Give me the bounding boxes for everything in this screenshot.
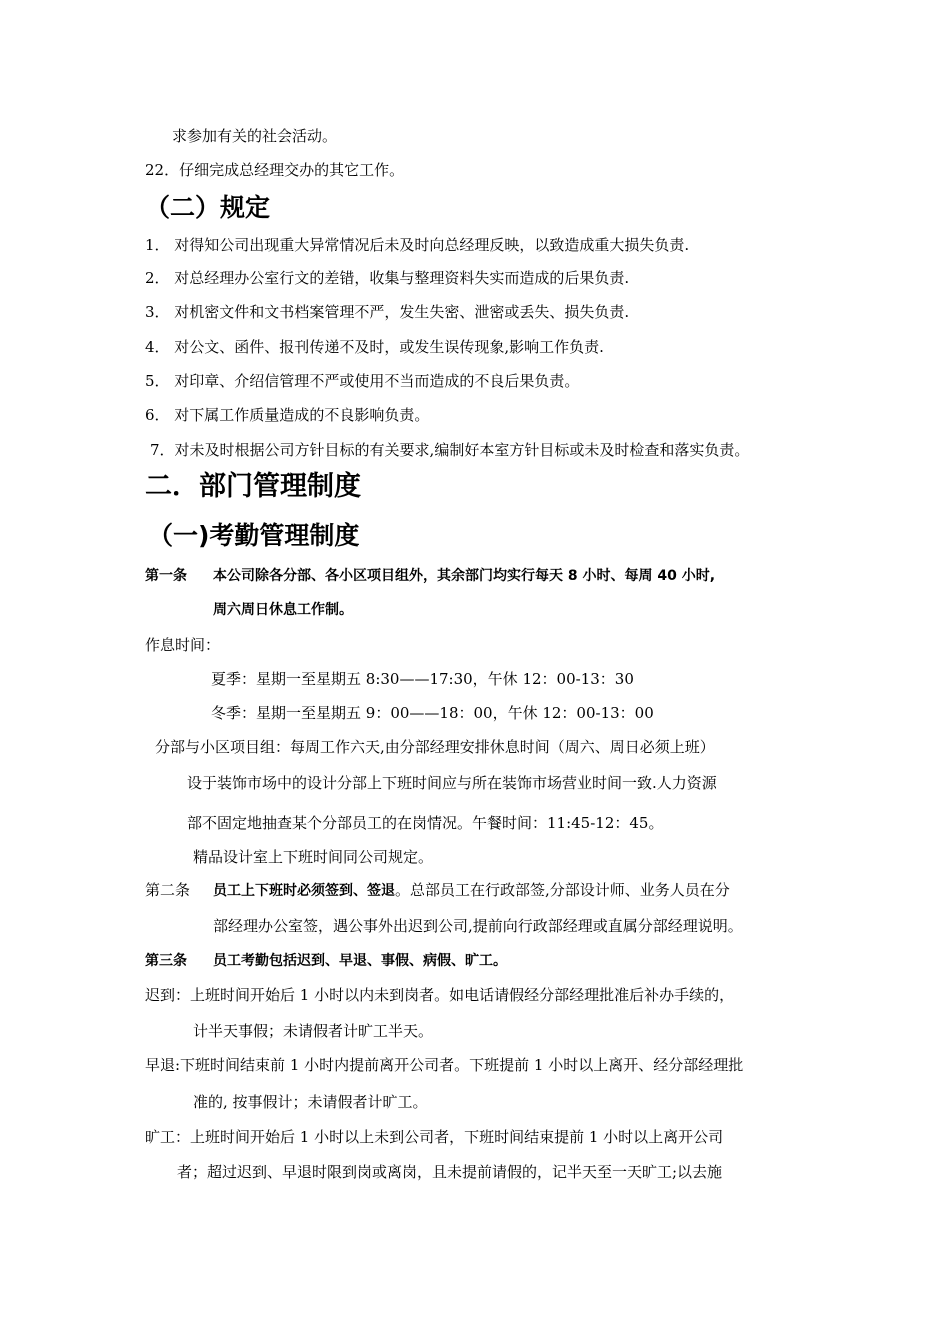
list-item: 1． 对得知公司出现重大异常情况后未及时向总经理反映，以致造成重大损失负责. [145, 236, 690, 254]
text-line: 求参加有关的社会活动。 [172, 127, 338, 145]
text-line: 作息时间： [145, 636, 221, 654]
text-line: 迟到：上班时间开始后 1 小时以内未到岗者。如电话请假经分部经理批准后补办手续的， [145, 986, 735, 1004]
article-3 [145, 951, 507, 971]
text-line: 分部与小区项目组：每周工作六天,由分部经理安排休息时间（周六、周日必须上班） [155, 738, 715, 756]
list-item: 5． 对印章、介绍信管理不严或使用不当而造成的不良后果负责。 [145, 372, 580, 390]
text-line: 设于装饰市场中的设计分部上下班时间应与所在装饰市场营业时间一致.人力资源 [187, 774, 717, 792]
text-line: 早退:下班时间结束前 1 小时内提前离开公司者。下班提前 1 小时以上离开、经分部经理批 [145, 1056, 744, 1074]
list-item: 4． 对公文、函件、报刊传递不及时，或发生误传现象,影响工作负责. [145, 338, 604, 356]
article-2 [145, 880, 730, 901]
text-line: 精品设计室上下班时间同公司规定。 [193, 848, 434, 866]
text-line: 冬季：星期一至星期五 9：00——18：00，午休 12：00-13：00 [211, 704, 654, 722]
article-label: 第一条 [145, 568, 187, 584]
list-item: 22．仔细完成总经理交办的其它工作。 [145, 161, 405, 179]
text-line: 部不固定地抽查某个分部员工的在岗情况。午餐时间：11:45-12：45。 [187, 814, 664, 832]
list-item: 3． 对机密文件和文书档案管理不严，发生失密、泄密或丢失、损失负责. [145, 303, 630, 321]
article-bold-text: 员工上下班时必须签到、签退 [213, 883, 395, 899]
article-label: 第二条 [145, 881, 191, 899]
chapter-heading: 二．部门管理制度 [145, 471, 361, 502]
text-line: 夏季：星期一至星期五 8:30——17:30，午休 12：00-13：30 [211, 670, 634, 688]
section-heading: （二）规定 [145, 193, 271, 222]
section-heading: （一)考勤管理制度 [148, 521, 360, 550]
list-item: 7．对未及时根据公司方针目标的有关要求,编制好本室方针目标或未及时检查和落实负责。 [150, 441, 750, 459]
article-text-cont: 部经理办公室签，遇公事外出迟到公司,提前向行政部经理或直属分部经理说明。 [213, 917, 743, 935]
list-item: 6． 对下属工作质量造成的不良影响负责。 [145, 406, 430, 424]
article-text: 员工考勤包括迟到、早退、事假、病假、旷工。 [213, 953, 507, 969]
article-text: 。总部员工在行政部签,分部设计师、业务人员在分 [395, 881, 730, 899]
article-text-cont: 周六周日休息工作制。 [213, 602, 353, 618]
text-line: 旷工：上班时间开始后 1 小时以上未到公司者，下班时间结束提前 1 小时以上离开公司 [145, 1128, 724, 1146]
text-line: 者；超过迟到、早退时限到岗或离岗，且未提前请假的，记半天至一天旷工;以去施 [177, 1163, 723, 1181]
list-item: 2． 对总经理办公室行文的差错，收集与整理资料失实而造成的后果负责. [145, 269, 630, 287]
text-line: 准的, 按事假计；未请假者计旷工。 [193, 1093, 428, 1111]
article-1 [145, 566, 715, 586]
article-text: 本公司除各分部、各小区项目组外，其余部门均实行每天 8 小时、每周 40 小时, [213, 568, 716, 584]
article-label: 第三条 [145, 953, 187, 969]
text-line: 计半天事假；未请假者计旷工半天。 [193, 1022, 434, 1040]
